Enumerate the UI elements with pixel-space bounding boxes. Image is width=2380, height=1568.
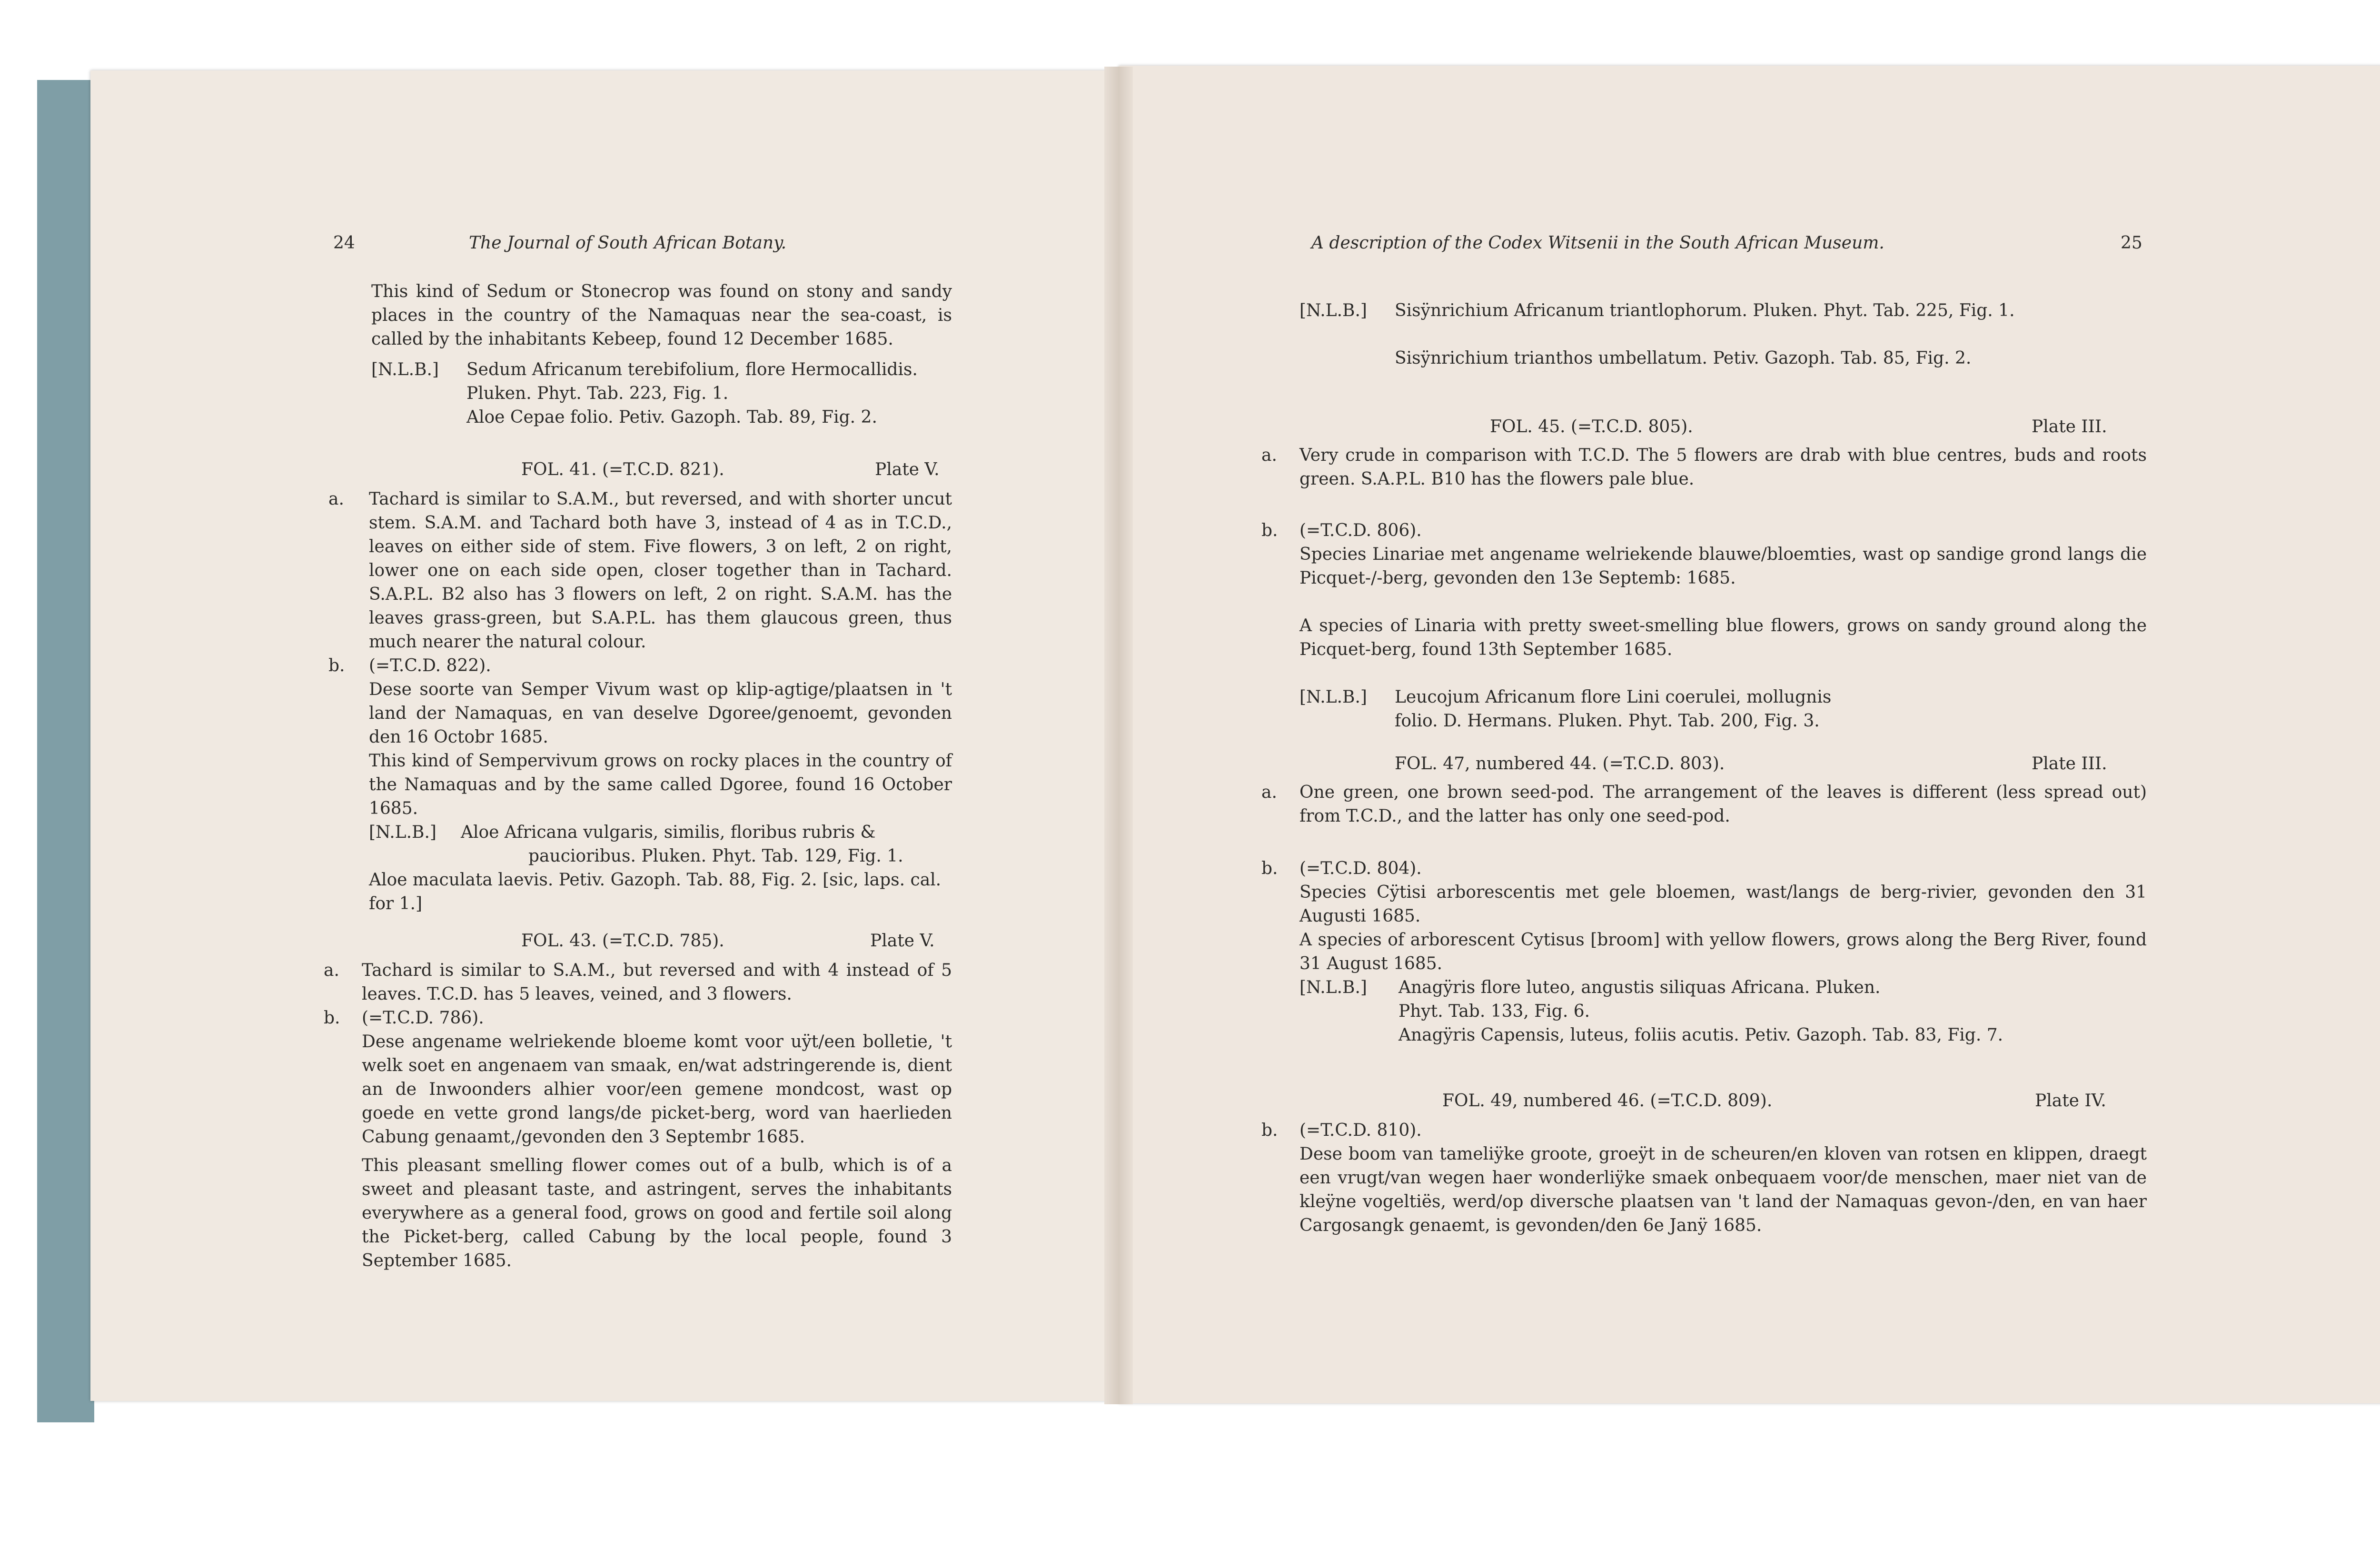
left-fol41-heading: FOL. 41. (=T.C.D. 821).: [521, 460, 724, 479]
left-nlb1-label: [N.L.B.]: [371, 360, 439, 379]
left-intro-paragraph: This kind of Sedum or Stonecrop was found on stony and sandy places in the country of the Namaquas near the sea-coast, is called by the inhabitants Kebeep, found 12 December 1685.: [371, 282, 952, 349]
right-nlb2-line2: folio. D. Hermans. Pluken. Phyt. Tab. 200, Fig. 3.: [1395, 711, 1820, 731]
left-fol41-plate: Plate V.: [875, 460, 940, 479]
right-nlb2-line1: Leucojum Africanum flore Lini coerulei, mollugnis: [1395, 687, 1832, 707]
left-b2-marker: b.: [324, 1008, 340, 1028]
right-nlb2-label: [N.L.B.]: [1299, 687, 1367, 707]
right-page-number: 25: [2121, 233, 2142, 253]
right-b2-english: A species of arborescent Cytisus [broom] with yellow flowers, grows along the Berg River, found 31 August 1685.: [1299, 930, 2147, 973]
left-fol43-heading: FOL. 43. (=T.C.D. 785).: [521, 931, 724, 951]
right-nlb1-line2: Sisÿnrichium trianthos umbellatum. Petiv. Gazoph. Tab. 85, Fig. 2.: [1395, 348, 1972, 368]
left-a1-marker: a.: [328, 489, 344, 509]
left-b1-english: This kind of Sempervivum grows on rocky places in the country of the Namaquas and by the same called Dgoree, found 16 October 1685.: [369, 751, 952, 818]
left-nlb1-line2: Pluken. Phyt. Tab. 223, Fig. 1.: [466, 384, 729, 403]
right-b1-ref: (=T.C.D. 806).: [1299, 521, 1422, 540]
left-a2-text: Tachard is similar to S.A.M., but reversed and with 4 instead of 5 leaves. T.C.D. has 5 leaves, veined, and 3 flowers.: [362, 961, 952, 1004]
left-nlb2-line3: Aloe maculata laevis. Petiv. Gazoph. Tab. 88, Fig. 2. [sic, laps. cal. for 1.]: [369, 870, 942, 913]
right-fol47-heading: FOL. 47, numbered 44. (=T.C.D. 803).: [1395, 754, 1725, 774]
left-nlb1-line3: Aloe Cepae folio. Petiv. Gazoph. Tab. 89, Fig. 2.: [466, 407, 877, 427]
left-fol43-plate: Plate V.: [870, 931, 935, 951]
book-cover-edge: [37, 80, 94, 1422]
left-b1-marker: b.: [328, 656, 345, 675]
right-fol47-plate: Plate III.: [2032, 754, 2107, 774]
right-b2-dutch: Species Cÿtisi arborescentis met gele bloemen, wast/langs de berg-rivier, gevonden den 31 Augusti 1685.: [1299, 883, 2147, 926]
right-b3-dutch: Dese boom van tameliÿke groote, groeÿt in de scheuren/en kloven van rotsen en klippen, draegt een vrugt/van wegen haer wonderliÿke smaek onbequaem voor/de menschen, maer niet van de kleÿne vogeltiës, werd/op diversche plaatsen van 't land der Namaquas gevon-/den, en van haer Cargosangk genaemt, is gevonden/den 6e Janÿ 1685.: [1299, 1144, 2147, 1235]
right-a2-marker: a.: [1261, 783, 1277, 802]
right-b1-english: A species of Linaria with pretty sweet-smelling blue flowers, grows on sandy ground along the Picquet-berg, found 13th September 1685.: [1299, 616, 2147, 659]
right-fol45-heading: FOL. 45. (=T.C.D. 805).: [1490, 417, 1693, 437]
left-nlb2-label: [N.L.B.]: [369, 823, 436, 842]
right-a1-text: Very crude in comparison with T.C.D. The 5 flowers are drab with blue centres, buds and roots green. S.A.P.L. B10 has the flowers pale blue.: [1299, 446, 2147, 489]
right-running-title: A description of the Codex Witsenii in the South African Museum.: [1311, 233, 1884, 253]
right-nlb1-label: [N.L.B.]: [1299, 301, 1367, 320]
left-b2-english: This pleasant smelling flower comes out of a bulb, which is of a sweet and pleasant taste, and astringent, serves the inhabitants everywhere as a general food, grows on good and fertile soil along the Picket-berg, called Cabung by the local people, found 3 September 1685.: [362, 1156, 952, 1270]
left-nlb1-line1: Sedum Africanum terebifolium, flore Hermocallidis.: [466, 360, 918, 379]
left-nlb2-line1: Aloe Africana vulgaris, similis, floribus rubris &: [461, 823, 876, 842]
left-a1-text: Tachard is similar to S.A.M., but reversed, and with shorter uncut stem. S.A.M. and Tachard both have 3, instead of 4 as in T.C.D., leaves on either side of stem. Five flowers, 3 on left, 2 on right, lower one on each side open, closer together than in Tachard. S.A.P.L. B2 also has 3 flowers on left, 2 on right. S.A.M. has the leaves grass-green, but S.A.P.L. has them glaucous green, thus much nearer the natural colour.: [369, 489, 952, 652]
left-b1-ref: (=T.C.D. 822).: [369, 656, 491, 675]
book-gutter: [1104, 67, 1133, 1404]
right-b1-dutch: Species Linariae met angename welriekende blauwe/bloemties, wast op sandige grond langs die Picquet-/-berg, gevonden den 13e Septemb: 1685.: [1299, 545, 2147, 588]
left-b2-dutch: Dese angename welriekende bloeme komt voor uÿt/een bolletie, 't welk soet en angenaem van smaak, en/wat adstringerende is, dient an de Inwoonders alhier voor/een gemene mondcost, wast op goede en vette grond langs/de picket-berg, word van haerlieden Cabung genaamt,/gevonden den 3 Septembr 1685.: [362, 1032, 952, 1147]
right-b3-marker: b.: [1261, 1121, 1278, 1140]
right-fol45-plate: Plate III.: [2032, 417, 2107, 437]
right-a2-text: One green, one brown seed-pod. The arrangement of the leaves is different (less spread out) from T.C.D., and the latter has only one seed-pod.: [1299, 783, 2147, 826]
left-page-number: 24: [333, 233, 355, 253]
left-a2-marker: a.: [324, 961, 339, 980]
left-nlb2-line2: paucioribus. Pluken. Phyt. Tab. 129, Fig. 1.: [528, 846, 903, 866]
right-nlb3-line1: Anagÿris flore luteo, angustis siliquas Africana. Pluken.: [1398, 978, 1881, 997]
right-b1-marker: b.: [1261, 521, 1278, 540]
right-nlb3-line3: Anagÿris Capensis, luteus, foliis acutis. Petiv. Gazoph. Tab. 83, Fig. 7.: [1398, 1025, 2003, 1045]
right-b2-ref: (=T.C.D. 804).: [1299, 859, 1422, 878]
right-fol49-heading: FOL. 49, numbered 46. (=T.C.D. 809).: [1442, 1091, 1773, 1111]
right-nlb1-line1: Sisÿnrichium Africanum triantlophorum. Pluken. Phyt. Tab. 225, Fig. 1.: [1395, 301, 2015, 320]
left-running-title: The Journal of South African Botany.: [469, 233, 787, 253]
right-nlb3-label: [N.L.B.]: [1299, 978, 1367, 997]
left-b1-dutch: Dese soorte van Semper Vivum wast op klip-agtige/plaatsen in 't land der Namaquas, en van deselve Dgoree/genoemt, gevonden den 16 Octobr 1685.: [369, 680, 952, 747]
left-b2-ref: (=T.C.D. 786).: [362, 1008, 484, 1028]
right-fol49-plate: Plate IV.: [2035, 1091, 2106, 1111]
right-nlb3-line2: Phyt. Tab. 133, Fig. 6.: [1398, 1002, 1590, 1021]
right-b2-marker: b.: [1261, 859, 1278, 878]
right-a1-marker: a.: [1261, 446, 1277, 465]
right-b3-ref: (=T.C.D. 810).: [1299, 1121, 1422, 1140]
